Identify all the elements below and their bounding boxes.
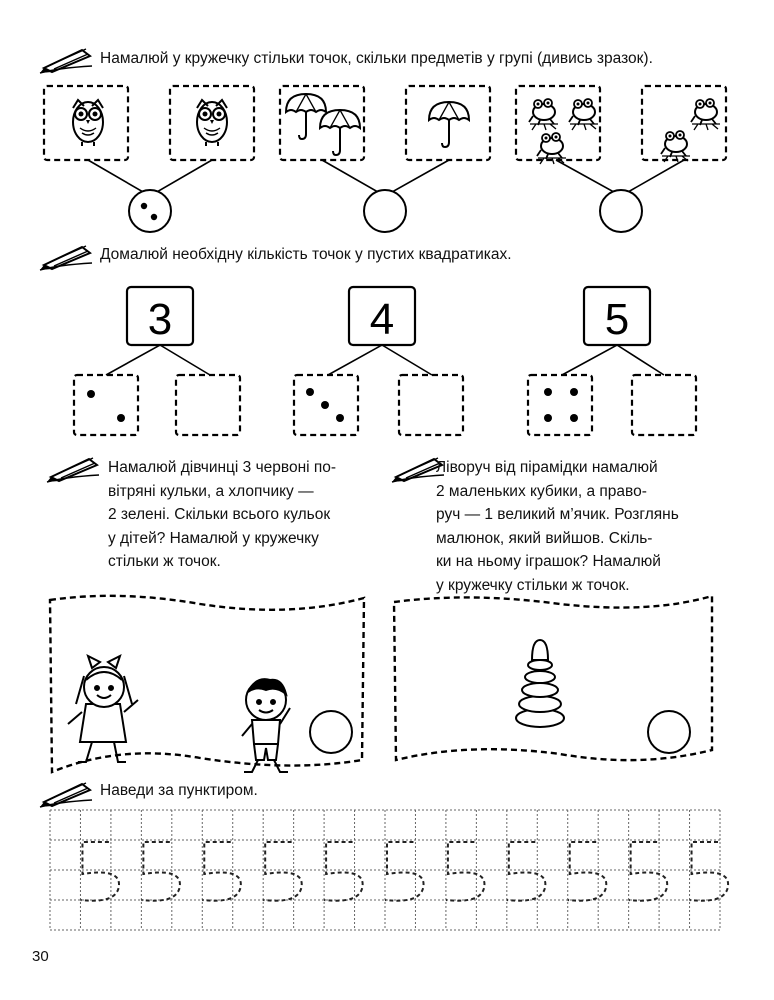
trace-digit-5	[568, 842, 607, 901]
trace-digit-5	[507, 842, 546, 901]
task2-instruction: Домалюй необхідну кількість точок у пустих квадратиках.	[100, 246, 512, 263]
text-line: вітряні кульки, а хлопчику —	[108, 482, 314, 500]
trace-digit-5	[141, 842, 180, 901]
text-line: ки на ньому іграшок? Намалюй	[436, 553, 661, 571]
text-line: у кружечку стільки ж точок.	[436, 576, 630, 594]
trace-digit-5	[446, 842, 485, 901]
text-line: у дітей? Намалюй у кружечку	[108, 529, 319, 547]
text-line: малюнок, який вийшов. Скіль-	[436, 529, 653, 547]
trace-digit-5	[324, 842, 363, 901]
number-3: 3	[147, 295, 173, 344]
page-number: 30	[32, 948, 49, 965]
task5-instruction: Наведи за пунктиром.	[100, 782, 258, 799]
text-line: стільки ж точок.	[108, 553, 221, 571]
trace-digit-5	[385, 842, 424, 901]
task1-instruction: Намалюй у кружечку стільки точок, скільки предметів у групі (дивись зразок).	[100, 50, 653, 67]
trace-digit-5	[80, 842, 119, 901]
number-4: 4	[369, 295, 395, 344]
text-line: 2 маленьких кубики, а право-	[436, 482, 647, 500]
number-5: 5	[604, 295, 630, 344]
text-line: 2 зелені. Скільки всього кульок	[108, 506, 331, 524]
text-line: руч — 1 великий м’ячик. Розглянь	[436, 506, 679, 524]
text-line: Ліворуч від пірамідки намалюй	[436, 459, 658, 476]
text-line: Намалюй дівчинці 3 червоні по-	[108, 459, 337, 476]
trace-digit-5	[202, 842, 241, 901]
trace-digit-5	[629, 842, 668, 901]
trace-digit-5	[263, 842, 302, 901]
trace-digit-5	[690, 842, 729, 901]
